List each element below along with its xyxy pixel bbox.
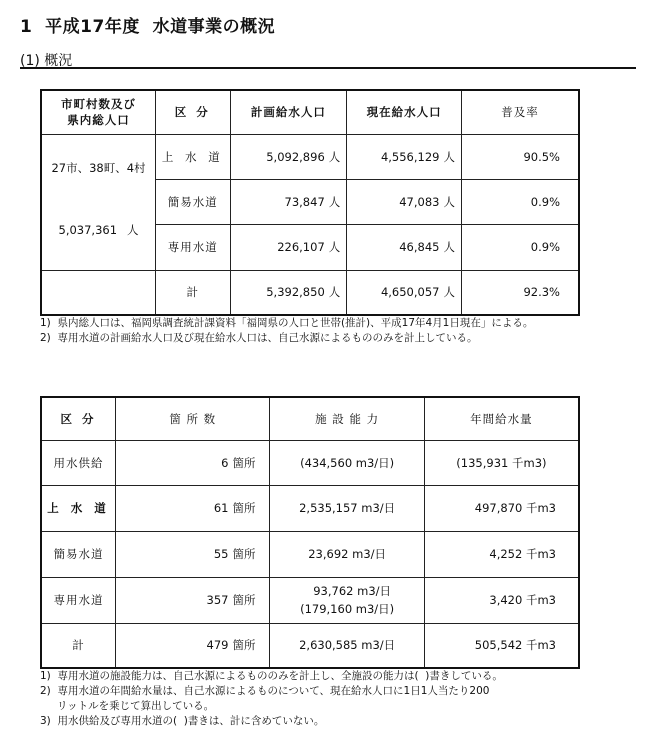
facility-capacity-value: 23,692 m3/日 [270,531,424,577]
coverage-rate-value: 92.3% [461,270,579,315]
facility-count-value: 55 箇所 [116,531,270,577]
facility-capacity-value: 2,535,157 m3/日 [270,485,424,531]
capacity-all-facilities: (179,160 m3/日) [300,602,395,616]
facility-count-value: 479 箇所 [116,623,270,668]
coverage-rate-value: 0.9% [461,224,579,270]
municipality-count: 27市、38町、4村 [51,160,146,175]
total-row [41,270,579,315]
header-line: 県内総人口 [67,113,130,128]
planned-population-value: 226,107 人 [230,224,347,270]
note: 3) 用水供給及び専用水道の( )書きは、計に含めていない。 [40,715,325,727]
section-divider [20,67,636,69]
coverage-rate-value: 90.5% [461,134,579,179]
header-line: 市町村数及び [61,97,137,112]
total-row [41,623,579,668]
table1-notes [40,316,533,346]
table-row [41,577,579,623]
annual-supply-value: 497,870 千m3 [424,485,579,531]
header-municipalities-population [41,90,156,134]
table-header-row [41,90,579,134]
current-population-value: 46,845 人 [347,224,462,270]
table-row [41,134,579,179]
facility-count-value: 357 箇所 [116,577,270,623]
planned-population-value: 5,092,896 人 [230,134,347,179]
table2-notes [40,669,503,729]
planned-population-value: 73,847 人 [230,179,347,224]
current-population-value: 4,556,129 人 [347,134,462,179]
facility-count-value: 6 箇所 [116,440,270,485]
note-continuation: リットルを乗じて算出している。 [57,700,215,712]
row-category: 用水供給 [41,440,116,485]
header-planned-population: 計画給水人口 [230,90,347,134]
header-kubun: 区 分 [156,90,231,134]
header-facility-capacity: 施 設 能 力 [270,397,424,440]
facility-capacity-value [270,577,424,623]
section-heading: (1) 概況 [20,53,73,69]
facility-capacity-value: (434,560 m3/日) [270,440,424,485]
row-category: 計 [156,270,231,315]
table-row [41,440,579,485]
facility-capacity-value: 2,630,585 m3/日 [270,623,424,668]
planned-population-value: 5,392,850 人 [230,270,347,315]
current-population-value: 47,083 人 [347,179,462,224]
header-kubun: 区 分 [41,397,116,440]
row-category: 専用水道 [41,577,116,623]
annual-supply-value: 505,542 千m3 [424,623,579,668]
prefecture-summary-cell [41,134,156,270]
row-category: 計 [41,623,116,668]
annual-supply-value: 4,252 千m3 [424,531,579,577]
row-category: 専用水道 [156,224,231,270]
empty-cell [41,270,156,315]
note: 1) 県内総人口は、福岡県調査統計課資料「福岡県の人口と世帯(推計)、平成17年4月1日現在」による。 [40,317,534,329]
header-facility-count: 箇 所 数 [116,397,270,440]
annual-supply-value: 3,420 千m3 [424,577,579,623]
row-category: 簡易水道 [156,179,231,224]
facility-count-value: 61 箇所 [116,485,270,531]
header-annual-supply: 年間給水量 [424,397,579,440]
capacity-own-source: 93,762 m3/日 [313,584,392,598]
row-category: 上 水 道 [156,134,231,179]
row-category: 上 水 道 [41,485,116,531]
header-coverage-rate: 普及率 [461,90,579,134]
table-header-row [41,397,579,440]
note: 1) 専用水道の施設能力は、自己水源によるもののみを計上し、全施設の能力は( )書きしている。 [40,670,503,682]
coverage-rate-value: 0.9% [461,179,579,224]
note: 2) 専用水道の計画給水人口及び現在給水人口は、自己水源によるもののみを計上している。 [40,332,478,344]
table-row [41,485,579,531]
prefecture-population: 5,037,361 人 [58,222,139,237]
annual-supply-value: (135,931 千m3) [424,440,579,485]
facility-table [40,396,580,669]
row-category: 簡易水道 [41,531,116,577]
table-row [41,531,579,577]
current-population-value: 4,650,057 人 [347,270,462,315]
note: 2) 専用水道の年間給水量は、自己水源によるものについて、現在給水人口に1日1人当たり200 [40,685,490,697]
page-title: 1 平成17年度 水道事業の概況 [20,17,276,37]
population-table [40,89,580,316]
header-current-population: 現在給水人口 [347,90,462,134]
